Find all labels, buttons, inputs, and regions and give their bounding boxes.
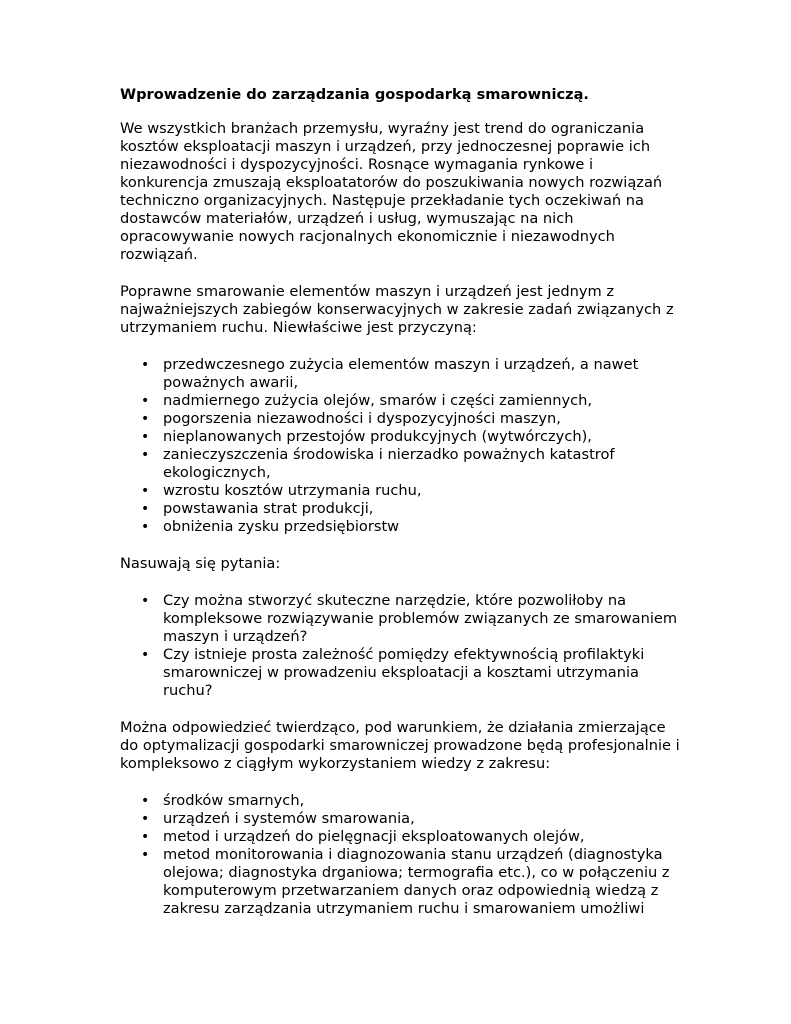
list-item: • nadmiernego zużycia olejów, smarów i części zamiennych, <box>141 392 593 409</box>
list-item: • urządzeń i systemów smarowania, <box>141 810 415 827</box>
bullet-icon: • <box>141 847 150 863</box>
list-item: • wzrostu kosztów utrzymania ruchu, <box>141 482 422 499</box>
bullet-icon: • <box>141 411 150 427</box>
bullet-icon: • <box>141 829 150 845</box>
lubrication-paragraph: Poprawne smarowanie elementów maszyn i urządzeń jest jednym z najważniejszych zabiegów konserwacyjnych w zakresie zadań związanych z utrzymaniem ruchu. Niewłaściwe jest przyczyną: <box>120 283 674 336</box>
bullet-icon: • <box>141 483 150 499</box>
questions-heading-paragraph: Nasuwają się pytania: <box>120 555 281 572</box>
list-item: • powstawania strat produkcji, <box>141 500 374 517</box>
bullet-icon: • <box>141 447 150 463</box>
bullet-icon: • <box>141 393 150 409</box>
answer-paragraph: Można odpowiedzieć twierdząco, pod warunkiem, że działania zmierzające do optymalizacji gospodarki smarowniczej prowadzone będą profesjonalnie i kompleksowo z ciągłym wykorzystaniem wiedzy z zakresu: <box>120 719 680 772</box>
list-item: • przedwczesnego zużycia elementów maszyn i urządzeń, a nawet poważnych awarii, <box>141 356 639 391</box>
list-item: • Czy istnieje prosta zależność pomiędzy efektywnością profilaktyki smarowniczej w prowadzeniu eksploatacji a kosztami utrzymania ruchu? <box>141 646 645 699</box>
document-page <box>120 86 680 937</box>
list-item: • zanieczyszczenia środowiska i nierzadko poważnych katastrof ekologicznych, <box>141 446 615 481</box>
list-item: • nieplanowanych przestojów produkcyjnych (wytwórczych), <box>141 428 592 445</box>
bullet-icon: • <box>141 811 150 827</box>
bullet-icon: • <box>141 501 150 517</box>
list-item: • metod i urządzeń do pielęgnacji eksploatowanych olejów, <box>141 828 585 845</box>
list-item: • obniżenia zysku przedsiębiorstw <box>141 518 400 535</box>
document-title: Wprowadzenie do zarządzania gospodarką smarowniczą. <box>120 86 589 103</box>
bullet-icon: • <box>141 793 150 809</box>
bullet-icon: • <box>141 357 150 373</box>
list-item: • pogorszenia niezawodności i dyspozycyjności maszyn, <box>141 410 561 427</box>
intro-paragraph: We wszystkich branżach przemysłu, wyraźny jest trend do ograniczania kosztów eksploatacji maszyn i urządzeń, przy jednoczesnej poprawie ich niezawodności i dyspozycyjności. Rosnące wymagania rynkowe i konkurencja zmuszają eksploatatorów do poszukiwania nowych rozwiązań techniczno organizacyjnych. Następuje przekładanie tych oczekiwań na dostawców materiałów, urządzeń i usług, wymuszając na nich opracowywanie nowych racjonalnych ekonomicznie i niezawodnych rozwiązań. <box>120 120 663 263</box>
bullet-icon: • <box>141 593 150 609</box>
list-item: • środków smarnych, <box>141 792 305 809</box>
causes-list <box>120 356 680 536</box>
knowledge-areas-list <box>120 792 680 918</box>
bullet-icon: • <box>141 647 150 663</box>
list-item: • metod monitorowania i diagnozowania stanu urządzeń (diagnostyka olejowa; diagnostyka drganiowa; termografia etc.), co w połączeniu z komputerowym przetwarzaniem danych oraz odpowiednią wiedzą z zakresu zarządzania utrzymaniem ruchu i smarowaniem umożliwi <box>141 846 670 917</box>
questions-list <box>120 592 680 700</box>
bullet-icon: • <box>141 429 150 445</box>
list-item: • Czy można stworzyć skuteczne narzędzie, które pozwoliłoby na kompleksowe rozwiązywanie problemów związanych ze smarowaniem maszyn i urządzeń? <box>141 592 678 645</box>
bullet-icon: • <box>141 519 150 535</box>
